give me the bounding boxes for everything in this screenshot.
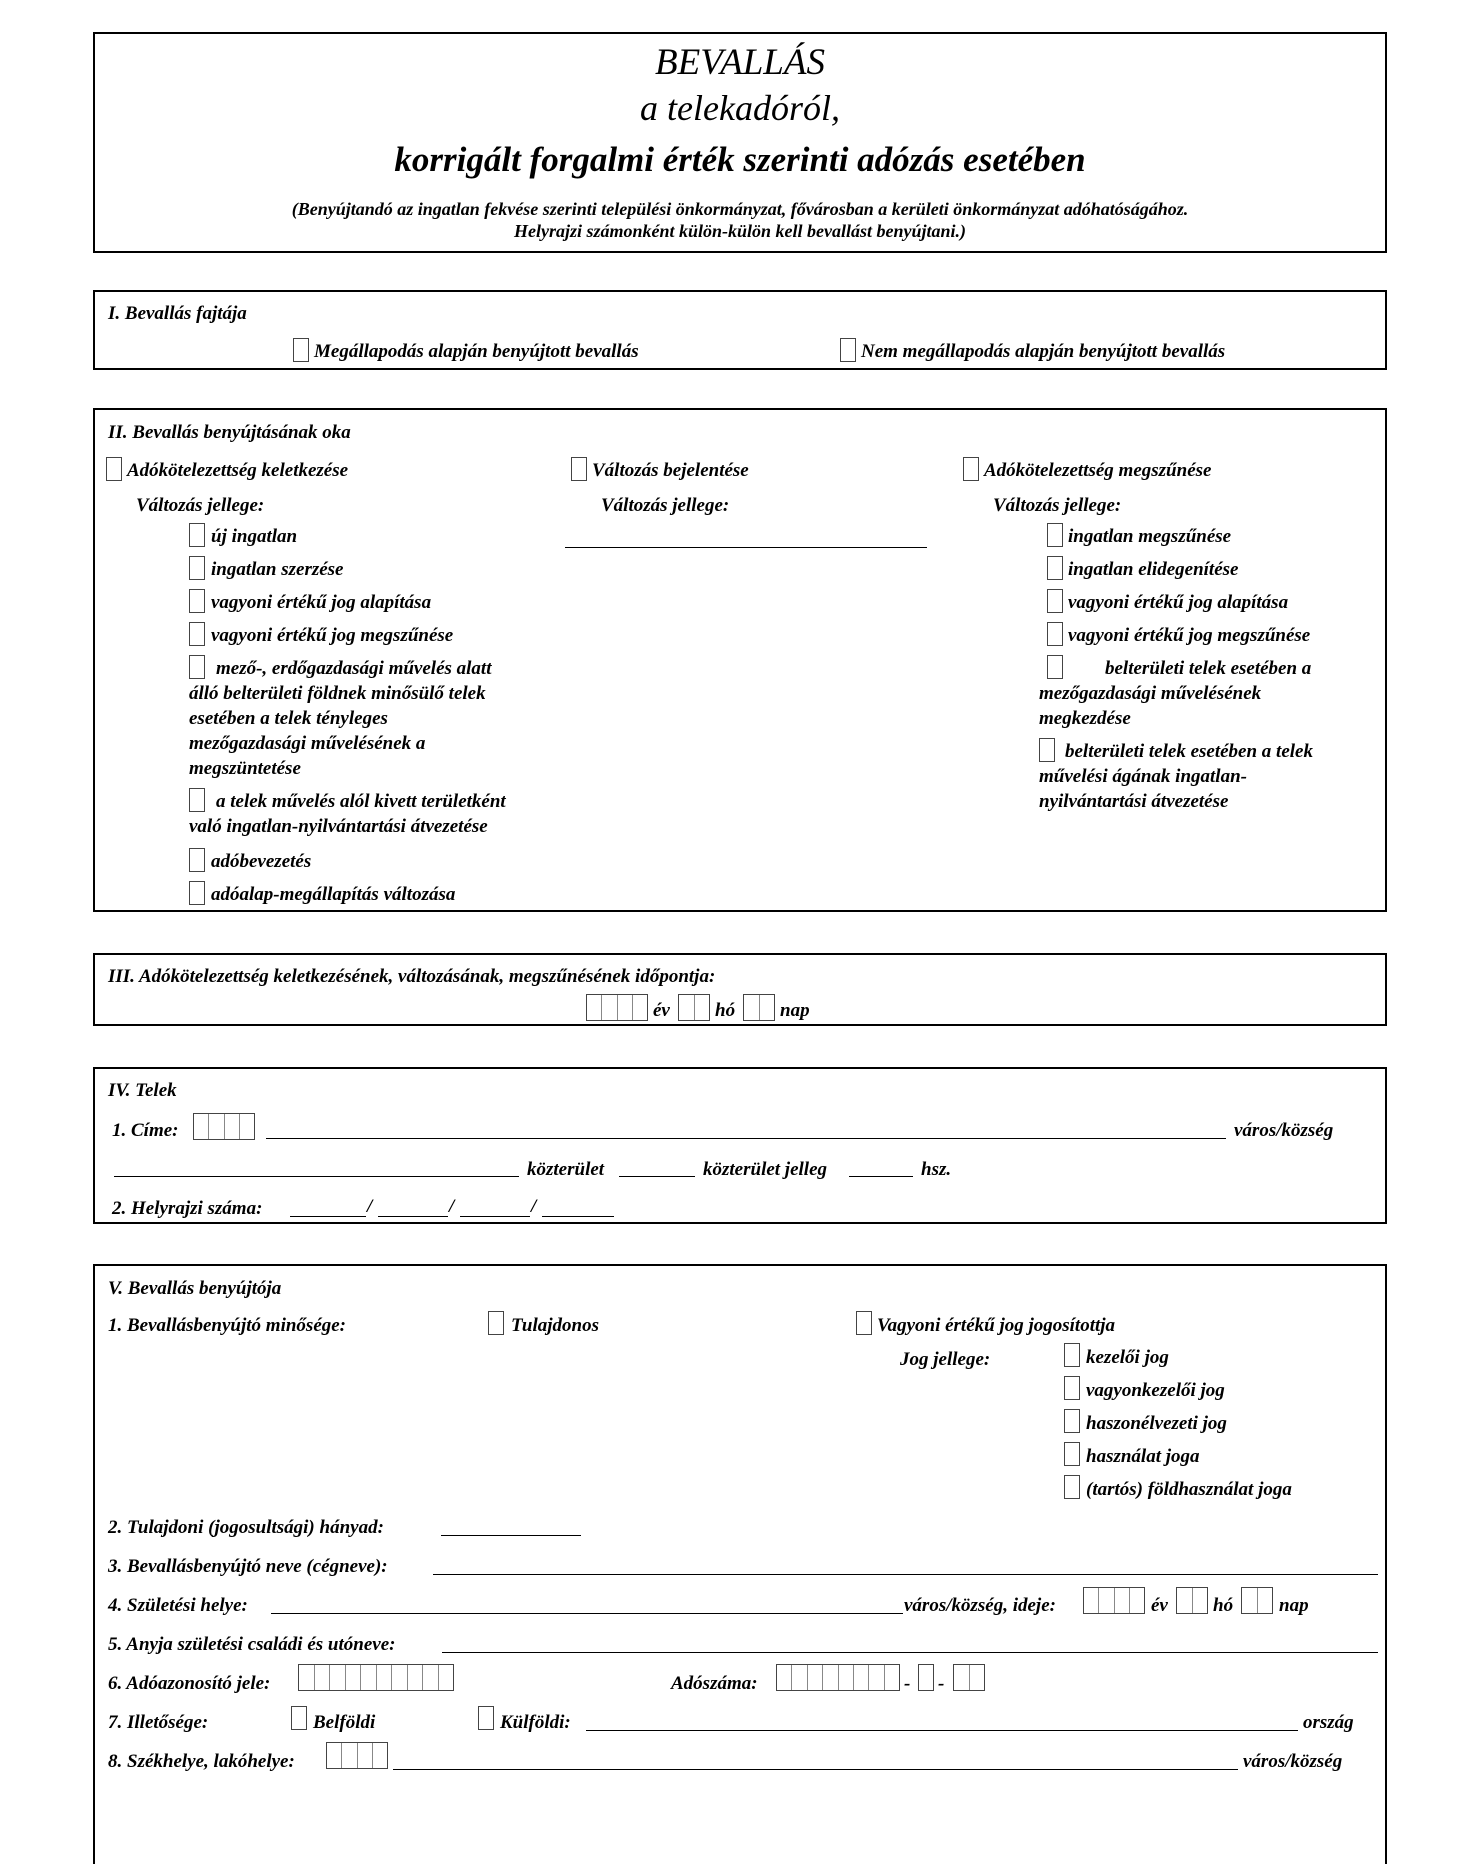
label-tax-introduction: adóbevezetés xyxy=(211,851,312,872)
tax-number-cells-3[interactable] xyxy=(953,1664,985,1691)
note-line1: (Benyújtandó az ingatlan fekvése szerinti települési önkormányzat, fővárosban a kerületi önkormányzat adóhatóságához. xyxy=(291,199,1189,219)
checkbox-new-property[interactable] xyxy=(189,523,205,547)
label-birthplace: 4. Születési helye: xyxy=(108,1595,248,1616)
label-city-2: város/község xyxy=(1243,1751,1343,1772)
checkbox-land-use-right[interactable] xyxy=(1064,1475,1080,1499)
label-farming-ended: mező-, erdőgazdasági művelés alatt álló belterületi földnek minősülő telek esetében a telek tényleges mezőgazdasági művelésének a megszüntetése xyxy=(189,658,492,779)
lot-field-1[interactable] xyxy=(290,1216,366,1217)
label-right-established-2: vagyoni értékű jog alapítása xyxy=(1068,592,1289,613)
checkbox-usufruct[interactable] xyxy=(1064,1409,1080,1433)
label-tax-id: 6. Adóazonosító jele: xyxy=(108,1673,271,1694)
label-right-type: Jog jellege: xyxy=(900,1349,991,1370)
lot-slash-3: / xyxy=(531,1196,537,1217)
birth-day-cells[interactable] xyxy=(1241,1587,1273,1614)
change-type-field[interactable] xyxy=(565,547,927,548)
date-year-cells[interactable] xyxy=(586,994,648,1021)
label-street-type: közterület jelleg xyxy=(703,1159,828,1180)
checkbox-domestic[interactable] xyxy=(291,1706,307,1730)
label-right-ended-2: vagyoni értékű jog megszűnése xyxy=(1068,625,1311,646)
lot-field-3[interactable] xyxy=(460,1216,530,1217)
checkbox-right-ended[interactable] xyxy=(189,622,205,646)
label-new-property: új ingatlan xyxy=(211,526,298,547)
label-alienation: ingatlan elidegenítése xyxy=(1068,559,1239,580)
residence-postcode-cells[interactable] xyxy=(326,1742,388,1769)
checkbox-base-change[interactable] xyxy=(189,881,205,905)
label-acquisition: ingatlan szerzése xyxy=(211,559,344,580)
label-right-established: vagyoni értékű jog alapítása xyxy=(211,592,432,613)
label-street: közterület xyxy=(527,1159,605,1180)
birthplace-field[interactable] xyxy=(271,1613,903,1614)
label-usufruct: haszonélvezeti jog xyxy=(1086,1413,1227,1434)
label-obligation-start: Adókötelezettség keletkezése xyxy=(127,460,349,481)
label-residence: 8. Székhelye, lakóhelye: xyxy=(108,1751,295,1772)
label-address: 1. Címe: xyxy=(112,1120,179,1141)
birth-month-cells[interactable] xyxy=(1176,1587,1208,1614)
label-management-right: kezelői jog xyxy=(1086,1347,1169,1368)
label-owner: Tulajdonos xyxy=(511,1315,599,1336)
ownership-share-field[interactable] xyxy=(441,1535,581,1536)
title-line3: korrigált forgalmi érték szerinti adózás esetében xyxy=(394,140,1086,179)
label-lot-number: 2. Helyrajzi száma: xyxy=(112,1198,263,1219)
title-line1: BEVALLÁS xyxy=(655,42,825,83)
residence-city-field[interactable] xyxy=(393,1769,1238,1770)
lot-field-4[interactable] xyxy=(542,1216,614,1217)
label-country: ország xyxy=(1303,1712,1354,1733)
checkbox-change-report[interactable] xyxy=(571,457,587,481)
label-no-agreement: Nem megállapodás alapján benyújtott bevallás xyxy=(861,341,1226,362)
checkbox-tax-introduction[interactable] xyxy=(189,848,205,872)
section1-title: I. Bevallás fajtája xyxy=(108,303,247,324)
checkbox-right-established[interactable] xyxy=(189,589,205,613)
label-right-ended: vagyoni értékű jog megszűnése xyxy=(211,625,454,646)
label-change-type-1: Változás jellege: xyxy=(136,495,265,516)
title-line2: a telekadóról, xyxy=(640,88,840,128)
label-year-1: év xyxy=(653,1000,670,1021)
checkbox-asset-management-right[interactable] xyxy=(1064,1376,1080,1400)
lot-slash-1: / xyxy=(367,1196,373,1217)
checkbox-property-ended[interactable] xyxy=(1047,523,1063,547)
label-house-no: hsz. xyxy=(921,1159,952,1180)
street-type-field[interactable] xyxy=(619,1176,695,1177)
section2-title: II. Bevallás benyújtásának oka xyxy=(108,422,351,443)
label-month-2: hó xyxy=(1213,1595,1234,1616)
label-cultivation-change: belterületi telek esetében a telek művelési ágának ingatlan- nyilvántartási átvezetése xyxy=(1039,741,1313,812)
country-field[interactable] xyxy=(586,1730,1298,1731)
checkbox-management-right[interactable] xyxy=(1064,1343,1080,1367)
checkbox-right-holder[interactable] xyxy=(856,1311,872,1335)
tax-number-dash-2: - xyxy=(938,1673,945,1694)
tax-number-cells-1[interactable] xyxy=(776,1664,900,1691)
checkbox-owner[interactable] xyxy=(488,1311,504,1335)
date-month-cells[interactable] xyxy=(678,994,710,1021)
label-change-type-2: Változás jellege: xyxy=(601,495,730,516)
checkbox-acquisition[interactable] xyxy=(189,556,205,580)
label-use-right: használat joga xyxy=(1086,1446,1200,1467)
checkbox-no-agreement[interactable] xyxy=(840,338,856,362)
checkbox-right-ended-2[interactable] xyxy=(1047,622,1063,646)
label-birth-city: város/község, ideje: xyxy=(904,1595,1056,1616)
label-residency: 7. Illetősége: xyxy=(108,1712,209,1733)
label-land-use-right: (tartós) földhasználat joga xyxy=(1086,1479,1292,1500)
section4-box xyxy=(93,1067,1387,1224)
label-filer-name: 3. Bevallásbenyújtó neve (cégneve): xyxy=(108,1556,388,1577)
checkbox-foreign[interactable] xyxy=(478,1706,494,1730)
label-agreement: Megállapodás alapján benyújtott bevallás xyxy=(314,341,639,362)
label-exempt-area: a telek művelés alól kivett területként való ingatlan-nyilvántartási átvezetése xyxy=(189,791,506,837)
section3-box xyxy=(93,953,1387,1026)
label-year-2: év xyxy=(1151,1595,1168,1616)
section3-title: III. Adókötelezettség keletkezésének, változásának, megszűnésének időpontja: xyxy=(108,966,716,987)
label-right-holder: Vagyoni értékű jog jogosítottja xyxy=(877,1315,1116,1336)
checkbox-obligation-end[interactable] xyxy=(963,457,979,481)
date-day-cells[interactable] xyxy=(743,994,775,1021)
tax-id-cells[interactable] xyxy=(298,1664,454,1691)
checkbox-use-right[interactable] xyxy=(1064,1442,1080,1466)
checkbox-agreement[interactable] xyxy=(293,338,309,362)
checkbox-obligation-start[interactable] xyxy=(106,457,122,481)
filer-name-field[interactable] xyxy=(433,1574,1378,1575)
house-no-field[interactable] xyxy=(849,1176,913,1177)
label-change-type-3: Változás jellege: xyxy=(993,495,1122,516)
label-day-2: nap xyxy=(1279,1595,1309,1616)
checkbox-right-established-2[interactable] xyxy=(1047,589,1063,613)
label-obligation-end: Adókötelezettség megszűnése xyxy=(984,460,1212,481)
label-domestic: Belföldi xyxy=(313,1712,376,1733)
section5-title: V. Bevallás benyújtója xyxy=(108,1278,282,1299)
mother-name-field[interactable] xyxy=(442,1652,1378,1653)
label-farming-started: belterületi telek esetében a mezőgazdasági művelésének megkezdése xyxy=(1039,658,1312,729)
lot-slash-2: / xyxy=(449,1196,455,1217)
checkbox-alienation[interactable] xyxy=(1047,556,1063,580)
label-change-report: Változás bejelentése xyxy=(592,460,749,481)
label-month-1: hó xyxy=(715,1000,736,1021)
label-ownership-share: 2. Tulajdoni (jogosultsági) hányad: xyxy=(108,1517,384,1538)
label-filer-type: 1. Bevallásbenyújtó minősége: xyxy=(108,1315,347,1336)
tax-number-cells-2[interactable] xyxy=(918,1664,934,1691)
birth-year-cells[interactable] xyxy=(1083,1587,1145,1614)
section4-title: IV. Telek xyxy=(108,1080,177,1101)
label-foreign: Külföldi: xyxy=(500,1712,571,1733)
note-line2: Helyrajzi számonként külön-külön kell bevallást benyújtani.) xyxy=(513,221,967,241)
label-city-1: város/község xyxy=(1234,1120,1334,1141)
label-base-change: adóalap-megállapítás változása xyxy=(211,884,456,905)
tax-number-dash-1: - xyxy=(904,1673,911,1694)
lot-field-2[interactable] xyxy=(378,1216,448,1217)
label-property-ended: ingatlan megszűnése xyxy=(1068,526,1232,547)
city-field[interactable] xyxy=(266,1138,1226,1139)
label-mother-name: 5. Anyja születési családi és utóneve: xyxy=(108,1634,396,1655)
label-tax-number: Adószáma: xyxy=(671,1673,758,1694)
street-field[interactable] xyxy=(114,1176,519,1177)
label-asset-management-right: vagyonkezelői jog xyxy=(1086,1380,1225,1401)
postcode-cells[interactable] xyxy=(193,1113,255,1140)
label-day-1: nap xyxy=(780,1000,810,1021)
